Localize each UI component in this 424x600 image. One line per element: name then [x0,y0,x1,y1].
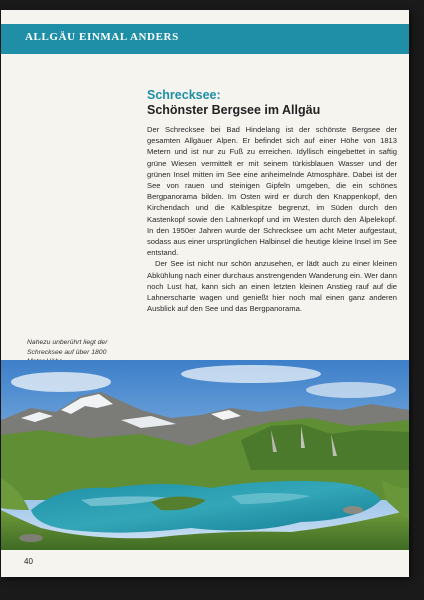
book-page [1,10,409,577]
cloud [181,365,321,383]
header-band [1,24,409,54]
cloud [11,372,111,392]
article-body [147,124,397,314]
article-kicker: Schrecksee: [147,88,221,102]
paragraph: Der See ist nicht nur schön anzusehen, er lädt auch zu einer kleinen Abkühlung nach einer durchaus anstrengenden Wanderung ein. Wer dann noch Lust hat, kann sich an einen letzten kleinen Anstieg rauf auf die Lahnerscharte wagen und genießt hier noch mal einen ganz anderen Ausblick auf den See und das Bergpanorama. [147,259,397,314]
page-number: 40 [24,557,33,566]
paragraph: Der Schrecksee bei Bad Hindelang ist der schönste Bergsee der gesamten Allgäuer Alpen. Er befindet sich auf einer Höhe von 1813 Metern und ist nur zu Fuß zu erreichen. Idyllisch eingebettet in saftig grüne Wiesen vermittelt er mit seinem türkisblauen Wasser und der grünen Insel mitten im See eine anheimelnde Atmosphäre. Dabei ist der See von rauen und steinigen Gipfeln umgeben, die ein schönes Bergpanorama bilden. Im Osten wird er durch den Knappenkopf, den Kirchendach und die Kälblespitze begrenzt, im Süden durch den Kastenkopf sowie den Lahnerkopf und im Westen durch den Älpelekopf. In den 1950er Jahren wurde der Schrecksee um acht Meter aufgestaut, sodass aus einer ursprünglichen Halbinsel die heutige kleine Insel im See entstand. [147,125,397,258]
running-title: ALLGÄU EINMAL ANDERS [25,31,179,43]
rock [19,534,43,542]
article-title: Schönster Bergsee im Allgäu [147,103,321,117]
cloud [306,382,396,398]
landscape-photo [1,360,409,550]
rock [343,506,363,514]
mountain-lake-illustration [1,360,409,550]
photo-caption: Nahezu unberührt liegt der Schrecksee auf über 1800 [27,339,108,356]
